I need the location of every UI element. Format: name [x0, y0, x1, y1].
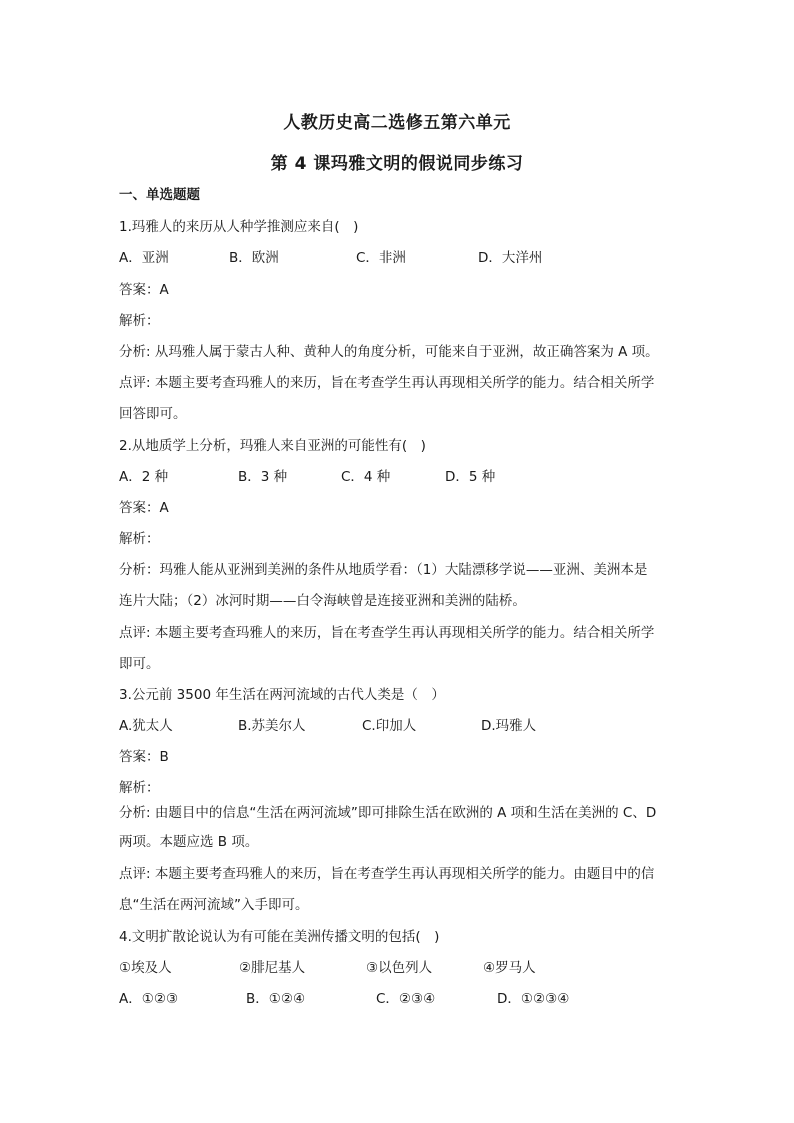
- question-2-analysis-label: 解析：: [119, 531, 160, 547]
- question-3-option-d: D.玛雅人: [481, 718, 537, 734]
- question-4-item-1: ①埃及人: [119, 960, 172, 976]
- question-3-analysis-line-2: 两项。本题应选 B 项。: [119, 834, 259, 850]
- question-3-comment-line-2: 息“生活在两河流域”入手即可。: [119, 897, 309, 913]
- question-3-analysis-label: 解析：: [119, 780, 160, 796]
- question-3-comment-line-1: 点评: 本题主要考查玛雅人的来历，旨在考查学生再认再现相关所学的能力。由题目中的信: [119, 866, 655, 882]
- question-3-option-c: C.印加人: [362, 718, 417, 734]
- question-2-option-c: C．4 种: [341, 469, 391, 485]
- question-2-answer: 答案：A: [119, 500, 169, 516]
- question-3-option-b: B.苏美尔人: [238, 718, 306, 734]
- question-2-comment-line-1: 点评: 本题主要考查玛雅人的来历，旨在考查学生再认再现相关所学的能力。结合相关所学: [119, 625, 655, 641]
- question-4-item-2: ②腓尼基人: [239, 960, 306, 976]
- document-title: 人教历史高二选修五第六单元: [283, 113, 511, 133]
- section-heading: 一、单选题题: [119, 187, 200, 203]
- question-1-comment-line-1: 点评: 本题主要考查玛雅人的来历，旨在考查学生再认再现相关所学的能力。结合相关所学: [119, 375, 655, 391]
- document-subtitle: 第 4 课玛雅文明的假说同步练习: [270, 154, 524, 174]
- question-3-option-a: A.犹太人: [119, 718, 173, 734]
- question-1-option-d: D．大洋州: [478, 250, 543, 266]
- question-2-analysis-line-1: 分析：玛雅人能从亚洲到美洲的条件从地质学看：（1）大陆漂移学说——亚洲、美洲本是: [119, 562, 648, 578]
- question-1-comment-line-2: 回答即可。: [119, 406, 187, 422]
- question-2-option-d: D．5 种: [445, 469, 496, 485]
- question-1-analysis: 分析: 从玛雅人属于蒙古人种、黄种人的角度分析，可能来自于亚洲，故正确答案为 A 项。: [119, 344, 659, 360]
- question-3-answer: 答案：B: [119, 749, 169, 765]
- question-2-comment-line-2: 即可。: [119, 656, 160, 672]
- question-2-option-b: B．3 种: [238, 469, 288, 485]
- question-2-analysis-line-2: 连片大陆；（2）冰河时期——白令海峡曾是连接亚洲和美洲的陆桥。: [119, 593, 526, 609]
- question-2-stem: 2.从地质学上分析，玛雅人来自亚洲的可能性有( ): [119, 438, 426, 454]
- question-4-option-c: C．②③④: [376, 991, 436, 1007]
- question-4-option-a: A．①②③: [119, 991, 179, 1007]
- question-1-answer: 答案：A: [119, 282, 169, 298]
- question-4-stem: 4.文明扩散论说认为有可能在美洲传播文明的包括( ): [119, 929, 440, 945]
- question-4-item-3: ③以色列人: [366, 960, 433, 976]
- question-2-option-a: A．2 种: [119, 469, 169, 485]
- question-4-option-d: D．①②③④: [497, 991, 570, 1007]
- question-1-option-b: B．欧洲: [229, 250, 279, 266]
- question-4-item-4: ④罗马人: [483, 960, 536, 976]
- question-1-analysis-label: 解析：: [119, 313, 160, 329]
- question-3-analysis-line-1: 分析: 由题目中的信息“生活在两河流域”即可排除生活在欧洲的 A 项和生活在美洲的 C、D: [119, 805, 657, 821]
- question-1-stem: 1.玛雅人的来历从人种学推测应来自( ): [119, 219, 359, 235]
- question-1-option-a: A．亚洲: [119, 250, 169, 266]
- question-1-option-c: C．非洲: [356, 250, 406, 266]
- question-3-stem: 3.公元前 3500 年生活在两河流域的古代人类是（ ）: [119, 687, 445, 703]
- question-4-option-b: B．①②④: [246, 991, 306, 1007]
